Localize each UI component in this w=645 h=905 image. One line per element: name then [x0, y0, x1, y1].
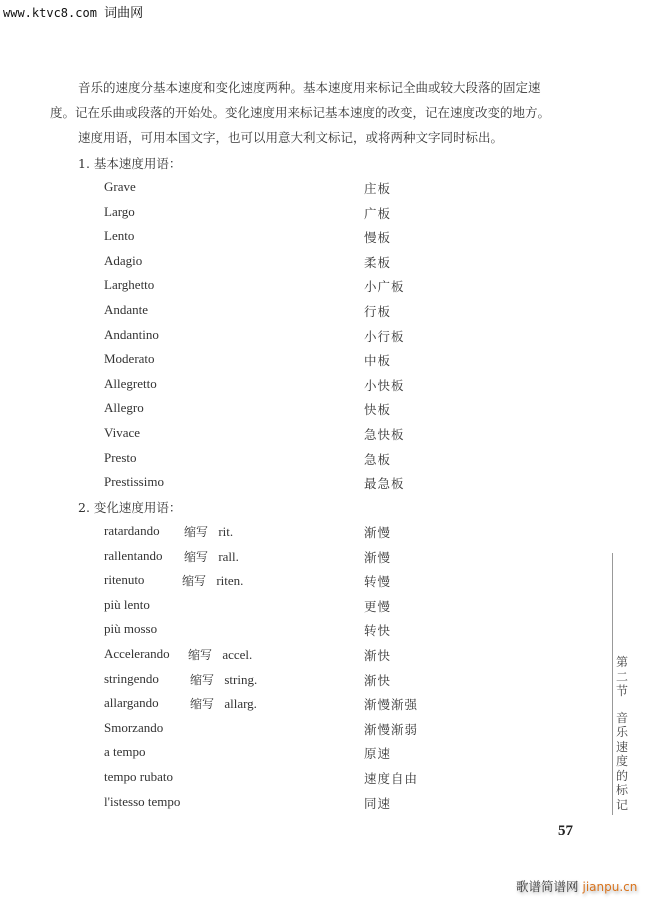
intro-line-2: 度。记在乐曲或段落的开始处。变化速度用来标记基本速度的改变，记在速度改变的地方。 [50, 105, 551, 120]
abbr-label: 缩写 [188, 648, 216, 662]
abbr-label: 缩写 [190, 697, 218, 712]
abbreviation [190, 695, 257, 712]
abbreviation [184, 548, 239, 565]
italian-term: Andantino [104, 326, 159, 342]
chinese-term: 小行板 [364, 328, 405, 344]
italian-term: Larghetto [104, 277, 155, 293]
abbreviation [188, 646, 252, 663]
chinese-term: 小快板 [364, 377, 405, 393]
chinese-term: 渐慢渐弱 [364, 721, 419, 737]
italian-term: tempo rubato [104, 769, 173, 784]
side-tab-section: 第 二 节 [615, 655, 628, 698]
watermark-top [3, 2, 143, 21]
italian-term: Vivace [104, 425, 141, 440]
chinese-term: 行板 [364, 304, 392, 319]
section1-heading: 1. 基本速度用语： [78, 156, 182, 171]
abbr-label: 缩写 [190, 672, 218, 687]
side-tab [614, 655, 630, 812]
chinese-term: 急板 [364, 451, 392, 467]
watermark-bottom-domain: jianpu.cn [582, 880, 638, 894]
italian-term: ratardando [104, 523, 160, 538]
side-tab-title: 音 乐 速 度 的 标 记 [615, 710, 628, 812]
chinese-term: 同速 [364, 795, 392, 811]
abbr-value: string. [221, 671, 258, 687]
italian-term: Allegro [104, 400, 144, 416]
side-divider [612, 553, 613, 815]
abbr-value: rit. [215, 524, 234, 539]
chinese-term: 慢板 [364, 230, 392, 246]
italian-term: allargando [104, 695, 159, 711]
italian-term: l'istesso tempo [104, 793, 181, 809]
abbr-label: 缩写 [182, 574, 210, 589]
chinese-term: 速度自由 [364, 771, 419, 786]
chinese-term: 快板 [364, 402, 392, 418]
italian-term: Presto [104, 449, 137, 465]
chinese-term: 渐慢 [364, 549, 392, 565]
page-number: 57 [558, 823, 573, 839]
chinese-term: 更慢 [364, 598, 392, 614]
chinese-term: 柔板 [364, 254, 392, 270]
abbreviation [182, 572, 243, 589]
watermark-label: 词曲网 [104, 6, 144, 21]
italian-term: più lento [104, 596, 150, 612]
italian-term: Lento [104, 228, 135, 244]
abbr-value: rall. [215, 548, 239, 564]
italian-term: Largo [104, 203, 135, 219]
italian-term: Accelerando [104, 646, 170, 661]
abbr-value: riten. [213, 573, 244, 589]
italian-term: Smorzando [104, 719, 164, 735]
chinese-term: 广板 [364, 205, 392, 221]
italian-term: ritenuto [104, 572, 145, 588]
watermark-url: www.ktvc8.com [3, 6, 97, 20]
chinese-term: 渐慢 [364, 525, 392, 540]
italian-term: più mosso [104, 621, 158, 637]
abbreviation [190, 671, 257, 688]
chinese-term: 急快板 [364, 427, 405, 442]
italian-term: Moderato [104, 351, 155, 367]
watermark-bottom [516, 877, 637, 895]
italian-term: rallentando [104, 547, 163, 563]
chinese-term: 渐慢渐强 [364, 697, 419, 713]
italian-term: Grave [104, 179, 136, 194]
chinese-term: 转慢 [364, 574, 392, 590]
abbr-label: 缩写 [184, 549, 212, 564]
italian-term: Prestissimo [104, 474, 164, 490]
italian-term: Allegretto [104, 375, 157, 391]
abbr-value: accel. [219, 647, 253, 662]
abbr-value: allarg. [221, 696, 257, 712]
chinese-term: 最急板 [364, 476, 405, 492]
section2-heading: 2. 变化速度用语： [78, 500, 182, 515]
chinese-term: 庄板 [364, 181, 392, 196]
intro-line-1: 音乐的速度分基本速度和变化速度两种。基本速度用来标记全曲或较大段落的固定速 [78, 80, 541, 95]
chinese-term: 渐快 [364, 672, 392, 688]
chinese-term: 转快 [364, 623, 392, 639]
chinese-term: 中板 [364, 353, 392, 369]
italian-term: Andante [104, 302, 149, 317]
italian-term: stringendo [104, 670, 159, 686]
chinese-term: 小广板 [364, 279, 405, 295]
chinese-term: 原速 [364, 746, 392, 762]
abbr-label: 缩写 [184, 525, 212, 539]
intro-line-3: 速度用语，可用本国文字，也可以用意大利文标记，或将两种文字同时标出。 [78, 130, 504, 145]
italian-term: a tempo [104, 744, 146, 760]
watermark-bottom-label: 歌谱简谱网 [516, 879, 579, 894]
italian-term: Adagio [104, 252, 143, 268]
chinese-term: 渐快 [364, 648, 392, 663]
abbreviation [184, 523, 233, 540]
